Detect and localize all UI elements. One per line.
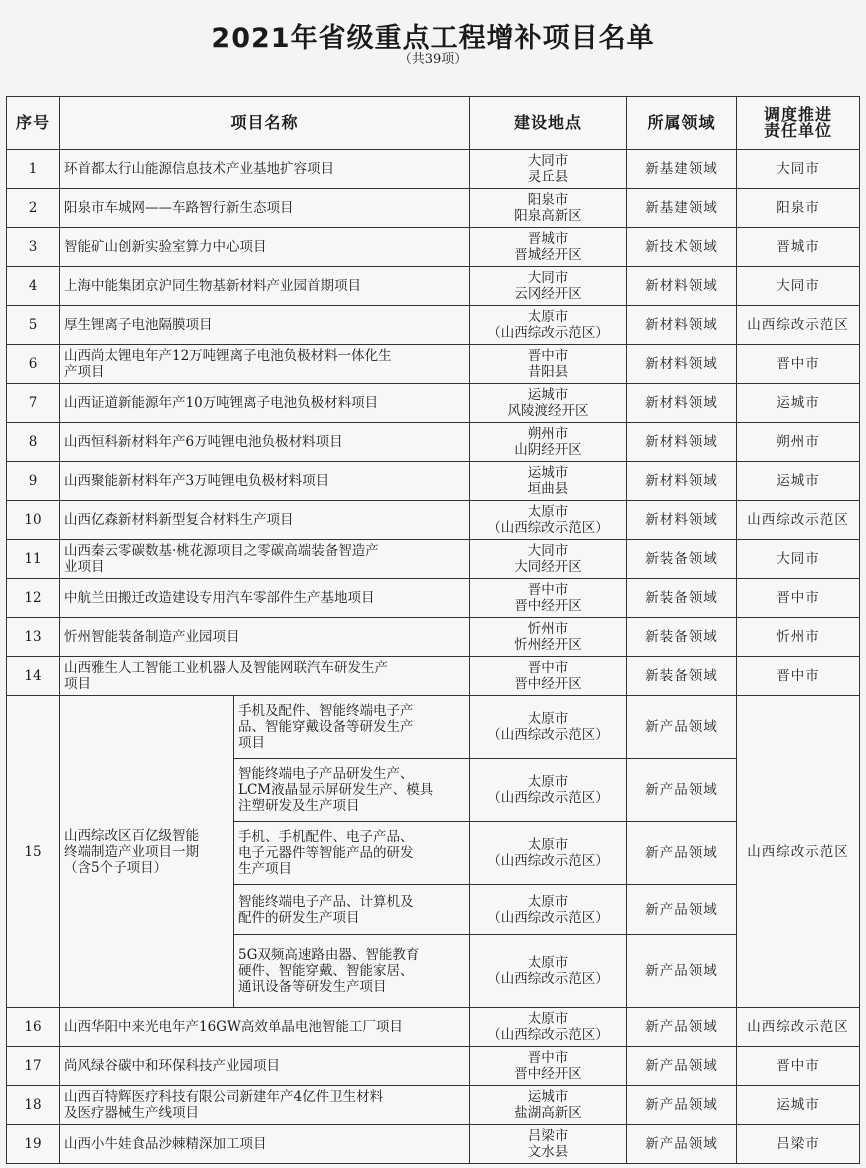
project-name <box>60 540 470 579</box>
location-district: （山西综改示范区） <box>487 790 609 806</box>
sub-project-line2: LCM液晶显示屏研发生产、模具 <box>238 782 434 798</box>
field: 新产品领域 <box>627 1125 737 1164</box>
project-name <box>60 579 470 618</box>
location <box>470 759 627 822</box>
responsible-unit: 山西综改示范区 <box>737 501 860 540</box>
row-number: 13 <box>7 618 60 657</box>
project-name <box>60 1047 470 1086</box>
location <box>470 462 627 501</box>
sub-project-line2: 硬件、智能穿戴、智能家居、 <box>238 963 414 979</box>
location <box>470 189 627 228</box>
responsible-unit: 晋中市 <box>737 579 860 618</box>
location-district: 垣曲县 <box>527 481 569 497</box>
responsible-unit: 阳泉市 <box>737 189 860 228</box>
project-name-line1: 山西尚太锂电年产12万吨锂离子电池负极材料一体化生 <box>64 348 392 364</box>
sub-project-line3: 通讯设备等研发生产项目 <box>238 979 387 995</box>
location-district: 阳泉高新区 <box>514 208 582 224</box>
field: 新产品领域 <box>627 1008 737 1047</box>
table-row <box>7 306 860 345</box>
location-district: 风陵渡经开区 <box>507 403 589 419</box>
sub-project-line1: 5G双频高速路由器、智能教育 <box>238 947 420 963</box>
location-city: 太原市 <box>527 955 569 971</box>
table-row <box>7 423 860 462</box>
sub-project-name <box>234 696 470 759</box>
header-name: 项目名称 <box>60 97 470 150</box>
header-unit <box>737 97 860 150</box>
location-city: 吕梁市 <box>527 1128 569 1144</box>
field: 新材料领域 <box>627 423 737 462</box>
responsible-unit: 大同市 <box>737 267 860 306</box>
sub-project-line1: 智能终端电子产品研发生产、 <box>238 766 414 782</box>
sub-project-line3: 注塑研发及生产项目 <box>238 798 360 814</box>
project-name <box>60 618 470 657</box>
table-row <box>7 540 860 579</box>
location <box>470 1086 627 1125</box>
location-district: （山西综改示范区） <box>487 1027 609 1043</box>
project-name <box>60 150 470 189</box>
project-name <box>60 1086 470 1125</box>
sub-project-line2: 电子元器件等智能产品的研发 <box>238 845 414 861</box>
field: 新产品领域 <box>627 885 737 935</box>
sub-project-line1: 智能终端电子产品、计算机及 <box>238 893 414 910</box>
location-city: 晋城市 <box>527 231 569 247</box>
project-name <box>60 267 470 306</box>
location <box>470 384 627 423</box>
parent-project-name <box>60 696 234 1008</box>
row-number: 2 <box>7 189 60 228</box>
field: 新材料领域 <box>627 267 737 306</box>
location <box>470 423 627 462</box>
header-no: 序号 <box>7 97 60 150</box>
location-district: 昔阳县 <box>527 364 569 380</box>
location-district: （山西综改示范区） <box>487 853 609 869</box>
project-table <box>6 96 860 1164</box>
project-name-line1: 山西雅生人工智能工业机器人及智能网联汽车研发生产 <box>64 660 388 676</box>
field: 新产品领域 <box>627 935 737 1008</box>
location <box>470 822 627 885</box>
location <box>470 306 627 345</box>
location-city: 太原市 <box>527 837 569 853</box>
responsible-unit: 忻州市 <box>737 618 860 657</box>
table-row <box>7 150 860 189</box>
project-name-text: 忻州智能装备制造产业园项目 <box>64 629 240 645</box>
location-district: 山阴经开区 <box>514 442 582 458</box>
location-district: （山西综改示范区） <box>487 727 609 743</box>
project-name <box>60 423 470 462</box>
sub-project-line1: 手机、手机配件、电子产品、 <box>238 829 414 845</box>
sub-project-name <box>234 822 470 885</box>
location <box>470 345 627 384</box>
row-number: 14 <box>7 657 60 696</box>
row-number: 12 <box>7 579 60 618</box>
table-row <box>7 657 860 696</box>
field: 新材料领域 <box>627 306 737 345</box>
header-unit-line1: 调度推进 <box>764 105 833 124</box>
location-district: 盐湖高新区 <box>514 1105 582 1121</box>
row-number: 19 <box>7 1125 60 1164</box>
project-name-text: 环首都太行山能源信息技术产业基地扩容项目 <box>64 161 334 177</box>
project-name-line2: 及医疗器械生产线项目 <box>64 1105 199 1121</box>
responsible-unit: 山西综改示范区 <box>737 1008 860 1047</box>
field: 新材料领域 <box>627 462 737 501</box>
project-name-text: 尚风绿谷碳中和环保科技产业园项目 <box>64 1058 280 1074</box>
location <box>470 150 627 189</box>
project-name-text: 山西华阳中来光电年产16GW高效单晶电池智能工厂项目 <box>64 1019 403 1035</box>
project-name-line2: 业项目 <box>64 559 105 575</box>
project-name-text: 厚生锂离子电池隔膜项目 <box>64 317 213 333</box>
row-number: 16 <box>7 1008 60 1047</box>
row-number: 17 <box>7 1047 60 1086</box>
location-city: 运城市 <box>527 465 569 481</box>
location-district: 晋中经开区 <box>514 1066 582 1082</box>
table-row <box>7 345 860 384</box>
sub-project-line3: 生产项目 <box>238 861 292 877</box>
project-name <box>60 1125 470 1164</box>
responsible-unit: 晋中市 <box>737 657 860 696</box>
table-row <box>7 618 860 657</box>
table-row <box>7 228 860 267</box>
project-name-text: 上海中能集团京沪同生物基新材料产业园首期项目 <box>64 278 361 294</box>
location <box>470 228 627 267</box>
responsible-unit: 晋中市 <box>737 345 860 384</box>
parent-project-line1: 山西综改区百亿级智能 <box>64 827 199 844</box>
project-name <box>60 501 470 540</box>
location-city: 阳泉市 <box>527 192 569 208</box>
table-row <box>7 1125 860 1164</box>
location-city: 朔州市 <box>527 426 569 442</box>
responsible-unit: 山西综改示范区 <box>737 306 860 345</box>
project-name <box>60 306 470 345</box>
header-unit-line2: 责任单位 <box>764 121 833 140</box>
responsible-unit: 运城市 <box>737 462 860 501</box>
responsible-unit: 运城市 <box>737 384 860 423</box>
location-city: 晋中市 <box>527 660 569 676</box>
field: 新基建领域 <box>627 150 737 189</box>
parent-project-line3: （含5个子项目） <box>64 859 168 876</box>
location-district: 晋中经开区 <box>514 598 582 614</box>
field: 新材料领域 <box>627 384 737 423</box>
location <box>470 885 627 935</box>
table-row <box>7 501 860 540</box>
row-number: 6 <box>7 345 60 384</box>
location-city: 晋中市 <box>527 348 569 364</box>
row-number: 10 <box>7 501 60 540</box>
field: 新装备领域 <box>627 618 737 657</box>
field: 新产品领域 <box>627 822 737 885</box>
location <box>470 540 627 579</box>
responsible-unit: 运城市 <box>737 1086 860 1125</box>
location-district: 大同经开区 <box>514 559 582 575</box>
sub-project-line2: 品、智能穿戴设备等研发生产 <box>238 719 414 735</box>
field: 新装备领域 <box>627 579 737 618</box>
project-name <box>60 228 470 267</box>
location-district: 灵丘县 <box>527 169 569 185</box>
project-name-text: 智能矿山创新实验室算力中心项目 <box>64 239 267 255</box>
row-number: 4 <box>7 267 60 306</box>
location <box>470 267 627 306</box>
project-name <box>60 462 470 501</box>
responsible-unit: 朔州市 <box>737 423 860 462</box>
field: 新材料领域 <box>627 345 737 384</box>
field: 新产品领域 <box>627 1047 737 1086</box>
table-row <box>7 189 860 228</box>
location-city: 太原市 <box>527 309 569 325</box>
project-name <box>60 345 470 384</box>
page-title: 2021年省级重点工程增补项目名单 <box>211 23 655 54</box>
table-row <box>7 1008 860 1047</box>
location-district: （山西综改示范区） <box>487 971 609 987</box>
row-number: 5 <box>7 306 60 345</box>
row-number: 1 <box>7 150 60 189</box>
sub-project-line1: 手机及配件、智能终端电子产 <box>238 703 414 719</box>
location-city: 大同市 <box>527 153 569 169</box>
location-district: （山西综改示范区） <box>487 909 609 926</box>
location-district: （山西综改示范区） <box>487 325 609 341</box>
location-district: 云冈经开区 <box>514 286 582 302</box>
field: 新装备领域 <box>627 657 737 696</box>
project-name-line1: 山西百特辉医疗科技有限公司新建年产4亿件卫生材料 <box>64 1089 384 1105</box>
location <box>470 1125 627 1164</box>
responsible-unit: 大同市 <box>737 540 860 579</box>
table-row <box>7 384 860 423</box>
field: 新产品领域 <box>627 696 737 759</box>
row-number: 18 <box>7 1086 60 1125</box>
responsible-unit: 大同市 <box>737 150 860 189</box>
project-name <box>60 657 470 696</box>
page-subtitle: （共39项） <box>398 52 468 67</box>
location-district: 文水县 <box>527 1144 569 1160</box>
location-city: 太原市 <box>527 504 569 520</box>
table-row <box>7 1086 860 1125</box>
location <box>470 696 627 759</box>
project-name <box>60 384 470 423</box>
location-city: 大同市 <box>527 543 569 559</box>
row-number: 3 <box>7 228 60 267</box>
sub-project-line3: 项目 <box>238 735 265 751</box>
header-field: 所属领域 <box>627 97 737 150</box>
location-district: （山西综改示范区） <box>487 520 609 536</box>
location <box>470 935 627 1008</box>
project-name <box>60 189 470 228</box>
sub-project-name <box>234 759 470 822</box>
field: 新产品领域 <box>627 759 737 822</box>
sub-project-row <box>7 696 860 759</box>
sub-project-line2: 配件的研发生产项目 <box>238 909 360 926</box>
project-name-text: 中航兰田搬迁改造建设专用汽车零部件生产基地项目 <box>64 590 375 606</box>
project-name-text: 山西恒科新材料年产6万吨锂电池负极材料项目 <box>64 434 343 450</box>
location <box>470 657 627 696</box>
sub-project-name <box>234 885 470 935</box>
responsible-unit: 山西综改示范区 <box>737 696 860 1008</box>
location-city: 太原市 <box>527 711 569 727</box>
project-name <box>60 1008 470 1047</box>
field: 新材料领域 <box>627 501 737 540</box>
location-city: 晋中市 <box>527 582 569 598</box>
row-number: 11 <box>7 540 60 579</box>
sub-project-name <box>234 935 470 1008</box>
parent-project-line2: 终端制造产业项目一期 <box>64 843 199 860</box>
table-row <box>7 579 860 618</box>
project-name-line2: 项目 <box>64 676 91 692</box>
location-city: 忻州市 <box>527 621 569 637</box>
table-header-row <box>7 97 860 150</box>
field: 新基建领域 <box>627 189 737 228</box>
location-district: 忻州经开区 <box>514 637 582 653</box>
location-city: 太原市 <box>527 774 569 790</box>
location <box>470 501 627 540</box>
table-row <box>7 462 860 501</box>
project-name-text: 山西证道新能源年产10万吨锂离子电池负极材料项目 <box>64 395 379 411</box>
location-city: 太原市 <box>527 893 569 910</box>
table-row <box>7 1047 860 1086</box>
location <box>470 618 627 657</box>
location <box>470 1008 627 1047</box>
row-number: 9 <box>7 462 60 501</box>
header-location: 建设地点 <box>470 97 627 150</box>
location-district: 晋中经开区 <box>514 676 582 692</box>
location-city: 大同市 <box>527 270 569 286</box>
location-city: 太原市 <box>527 1011 569 1027</box>
project-name-text: 山西亿森新材料新型复合材料生产项目 <box>64 512 294 528</box>
row-number: 7 <box>7 384 60 423</box>
field: 新技术领域 <box>627 228 737 267</box>
responsible-unit: 吕梁市 <box>737 1125 860 1164</box>
location-district: 晋城经开区 <box>514 247 582 263</box>
field: 新产品领域 <box>627 1086 737 1125</box>
responsible-unit: 晋城市 <box>737 228 860 267</box>
project-name-text: 山西聚能新材料年产3万吨锂电负极材料项目 <box>64 473 330 489</box>
project-name-line1: 山西秦云零碳数基·桃花源项目之零碳高端装备智造产 <box>64 543 379 559</box>
location <box>470 1047 627 1086</box>
location-city: 运城市 <box>527 1089 569 1105</box>
location-city: 运城市 <box>527 387 569 403</box>
project-name-text: 山西小牛娃食品沙棘精深加工项目 <box>64 1136 267 1152</box>
location <box>470 579 627 618</box>
location-city: 晋中市 <box>527 1050 569 1066</box>
row-number: 15 <box>7 696 60 1008</box>
row-number: 8 <box>7 423 60 462</box>
project-name-text: 阳泉市车城网——车路智行新生态项目 <box>64 200 294 216</box>
responsible-unit: 晋中市 <box>737 1047 860 1086</box>
project-name-line2: 产项目 <box>64 364 105 380</box>
table-row <box>7 267 860 306</box>
field: 新装备领域 <box>627 540 737 579</box>
